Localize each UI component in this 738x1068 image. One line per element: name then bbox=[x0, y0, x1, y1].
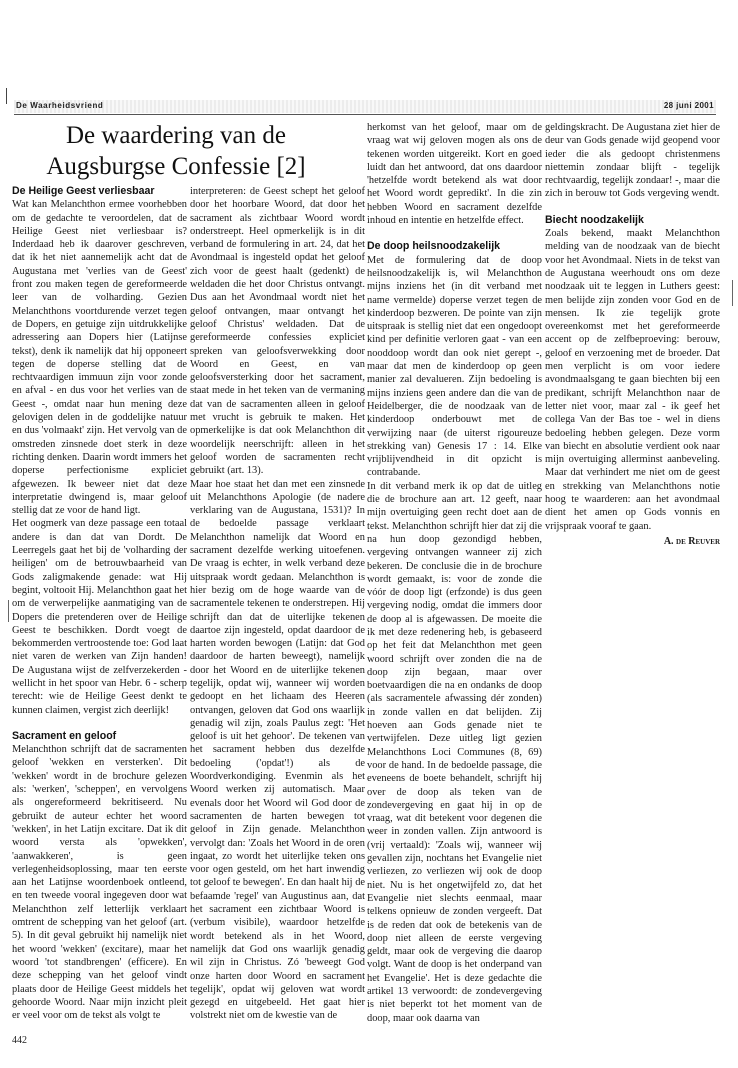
paragraph: Met de formulering dat de doop heilsnoodzakelijk is, wil Melanchthon mijns inziens het (in dit verband met name vermelde) doperse verzet tegen de kinderdoop bezweren. De pointe van zijn uitspraak is stellig niet dat een ongedoopt kind per definitie verloren gaat - van een nooddoop wordt dan ook niet gerept -, maar dat men de kinderdoop op geen manier zal devalueren. Zijn bedoeling is mijns inziens geen andere dan die van de Heidelberger, die de noodzaak van de kinderdoop onderbouwt met de verwijzing naar (de uiterst rigoureuze strekking van) Genesis 17 : 14. Elke vrijblijvendheid in dit opzicht is contrabande. bbox=[367, 254, 542, 479]
header-band bbox=[14, 100, 716, 113]
page-number: 442 bbox=[12, 1035, 27, 1046]
text-column-1 bbox=[12, 185, 187, 1033]
section-heading-geest: De Heilige Geest verliesbaar bbox=[12, 185, 155, 197]
section-heading-sacrament: Sacrament en geloof bbox=[12, 729, 117, 742]
paragraph: Wat kan Melanchthon ermee voorhebben om de gedachte te veroordelen, dat de Heilige Geest niet verliesbaar is? Inderdaad heb ik daarover geschreven, dat ik het niet aannemelijk acht dat de Augustana met 'verlies van de Geest' front zou maken tegen de gereformeerde leer van de volharding. Gezien Melanchthons voortdurende verzet tegen de Dopers, en getuige zijn uitdrukkelijke adressering aan Dopers hier (Latijnse tekst), denk ik namelijk dat hij opponeert tegen de doperse stelling dat de rechtvaardigen immuun zijn voor zonde en afval - en dus voor het verlies van de Geest -, omdat naar hun mening deze gelovigen delen in de goddelijke natuur en dus 'volmaakt' zijn. Het vervolg van de omstreden zinsnede doet sterk in deze richting denken. Daarin wordt immers het doperse perfectionisme expliciet afgewezen. Ik beweer niet dat deze interpretatie dwingend is, maar geloof stellig dat ze voor de hand ligt. bbox=[12, 199, 187, 517]
author-byline: A. de Reuver bbox=[663, 535, 720, 547]
paragraph: Zoals bekend, maakt Melanchthon melding van de noodzaak van de biecht voor het Avondmaal. Niets in de tekst van de Augustana weerhoudt ons om deze noodzaak uit te leggen in Luthers geest: men belijde zijn zonden voor God en de mensen. Ik zie tegelijk grote overeenkomst met het gereformeerde accent op de zelfbeproeving: berouw, geloof en verzoening met de broeder. Dat men verplicht is om voor iedere avondmaalsgang te gaan biechten bij een predikant, schrijft Melanchthon naar de letter niet voor, maar zal - ik geef het collega Van der Bas toe - wel in diens bedoeling hebben gelegen. Deze vorm van biecht en absolutie verdient ook naar mijn overtuiging allerminst aanbeveling. Maar dat verhindert me niet om de geest en strekking van Melanchthons notie hoog te waarderen: aan het avondmaal dient het amen op Gods vonnis en vrijspraak vooraf te gaan. bbox=[545, 228, 720, 532]
margin-mark bbox=[732, 280, 733, 306]
paragraph: Maar hoe staat het dan met een zinsnede uit Melanchthons Apologie (de nadere verklaring van de Augustana, 1531)? In de bedoelde passage verklaart Melanchthon namelijk dat Woord en sacrament dezelfde werking uitoefenen. De vraag is echter, in welk verband deze uitspraak wordt gedaan. Melanchthon is hier bezig om de hoge waarde van de sacramentele tekenen te onderstrepen. Hij schrijft dan dat de uiterlijke tekenen daartoe zijn ingesteld, opdat daardoor de harten worden bewogen (Latijn: dat God daardoor de harten beweegt), namelijk door het Woord en de uiterlijke tekenen tegelijk, opdat wij, wanneer wij worden gedoopt en het lichaam des Heeren ontvangen, geloven dat God ons waarlijk genadig wil zijn, zoals Paulus zegt: 'Het geloof is uit het gehoor'. De tekenen van het sacrament hebben dus dezelfde bedoeling ('opdat'!) als de Woordverkondiging. Evenmin als het Woord werken zij automatisch. Maar evenals door het Woord wil God door de sacramenten de harten bewegen tot geloof in Zijn genade. Melanchthon vervolgt dan: 'Zoals het Woord in de oren ingaat, zo wordt het uiterlijke teken ons voor ogen gesteld, om het hart inwendig tot geloof te bewegen'. En dan haalt hij de befaamde 'regel' van Augustinus aan, dat het sacrament een zichtbaar Woord is (verbum visibile), waardoor hetzelfde wordt betekend als in het Woord, namelijk dat God ons waarlijk genadig wil zijn in Christus. Zó 'beweegt God onze harten door Woord en sacrament tegelijk', opdat wij geloven wat wordt gezegd en uitgebeeld. Het gaat hier volstrekt niet om de kwestie van de bbox=[190, 478, 365, 1022]
magazine-name: De Waarheidsvriend bbox=[16, 101, 104, 110]
margin-mark bbox=[8, 600, 9, 622]
section-heading-doop: De doop heilsnoodzakelijk bbox=[367, 240, 501, 253]
issue-date: 28 juni 2001 bbox=[663, 101, 714, 110]
paragraph: Melanchthon schrijft dat de sacramenten geloof 'wekken en versterken'. Dit 'wekken' wordt in de brochure gelezen als: 'werken', 'scheppen', en vervolgens als ongereformeerd bekritiseerd. Nu gebruikt de auteur echter het woord 'wekken', in het Latijn excitare. Dat ik dit woord versta als 'opwekken', 'aanwakkeren', is geen verlegenheidsoplossing, maar ten eerste aan het Latijnse woordenboek ontleend, en ten tweede vooral ingegeven door wat Melanchthon zelf letterlijk verklaart omtrent de schepping van het geloof (art. 5). In dit geval gebruikt hij namelijk niet het woord 'wekken' (excitare), maar het woord 'tot standbrengen' (efficere). En deze schepping van het geloof vindt plaats door de Heilige Geest middels het gehoorde Woord. Naar mijn inzicht pleit er veel voor om de tekst als volgt te bbox=[12, 744, 187, 1022]
text-column-2 bbox=[190, 185, 365, 1033]
section-heading-biecht: Biecht noodzakelijk bbox=[545, 213, 644, 226]
margin-mark bbox=[6, 88, 7, 104]
paragraph: Het oogmerk van deze passage een totaal andere is dan dat van Dordt. De Leerregels gaat het bij de 'volharding der heiligen' om de betrouwbaarheid van Gods zaligmakende genade: wat Hij begint, voltooit Hij. Melanchthon gaat het om de verwerpelijke aanmatiging van de Dopers die pretenderen over de Heilige Geest te beschikken. Dordt voegt de bekommerden vertroostende toe: God laat niet varen de werken van Zijn handen! De Augustana wijst de zelfverzekerden - wellicht in het spoor van Hebr. 6 - scherp terecht: wie de Heilige Geest denkt te kunnen claimen, vergist zich deerlijk! bbox=[12, 518, 187, 716]
header-rule bbox=[14, 114, 716, 115]
text-column-4 bbox=[545, 121, 720, 1033]
paragraph-continued: interpreteren: de Geest schept het geloof door het hoorbare Woord, dat door het sacrament als zichtbaar Woord wordt onderstreept. Heel opmerkelijk is in dit verband de formulering in art. 24, dat het Avondmaal is ingesteld opdat het geloof zich voor de geest haalt (gedenkt) de weldaden die het door Christus ontvangt. Dus aan het Avondmaal wordt niet het geloof ontvangen, maar ontvangt het geloof Christus' weldaden. Dat de gereformeerde confessies expliciet spreken van geloofsverwekking door Woord en Geest, en van geloofsversterking door het sacrament, staat mede in het teken van de vermaning dat van de sacramenten alleen in geloof met vrucht is gebruik te maken. Het opmerkelijke is dat ook Melanchthon dit woordelijk neerschrijft: alleen in het geloof worden de sacramenten recht gebruikt (art. 13). bbox=[190, 186, 365, 477]
text-column-3 bbox=[367, 121, 542, 1033]
paragraph-continued: herkomst van het geloof, maar om de vraag wat wij geloven mogen als ons de tekenen worden uitgereikt. Kort en goed luidt dan het antwoord, dat ons daardoor 'hetzelfde wordt betekend als wat door het Woord wordt gepredikt'. In die zin hebben Woord en sacrament dezelfde inhoud en intentie en hetzelfde effect. bbox=[367, 122, 542, 227]
paragraph: In dit verband merk ik op dat de uitleg die de brochure aan art. 12 geeft, naar mijn overtuiging geen recht doet aan de tekst. Melanchthon schrijft hier dat zij die na hun doop gezondigd hebben, vergeving ontvangen wanneer zij zich bekeren. De conclusie die in de brochure wordt gemaakt, is: voor de zonde die vóór de doop ligt (erfzonde) is dus geen vergeving nodig, omdat die immers door de doop al is afgewassen. De moeite die ik met deze redenering heb, is gebaseerd op het feit dat Melanchthon met geen woord schrijft over zonden die na de doop zijn begaan, maar over boetvaardigen die na en ondanks de doop (als sacramentele afwassing dér zonden) in zonde vallen en dat belijden. Zij hoeven aan Gods genade niet te vertwijfelen. Deze uitleg ligt gezien Melanchthons Loci Communes (8, 69) voor de hand. In de bedoelde passage, die eveneens de boete behandelt, schrijft hij over de doop als teken van de zondevergeving en gaat hij in op de vraag, wat dit betekent voor degenen die weer in zonden vallen. Zijn antwoord is (vrij vertaald): 'Zoals wij, wanneer wij gevallen zijn, nochtans het Evangelie niet verliezen, zo verliezen wij ook de doop niet. Nu is het ongetwijfeld zo, dat het Evangelie niet slechts eenmaal, maar telkens opnieuw de zonden vergeeft. Dat is de reden dat ook de betekenis van de doop niet alleen de eerste vergeving geldt, maar ook de vergeving die daarop volgt. Want de doop is het onderpand van het Evangelie'. Het is deze gedachte die artikel 13 verwoordt: de zondevergeving is niet beperkt tot het moment van de doop, maar ook daarna van bbox=[367, 480, 542, 1024]
paragraph-continued: geldingskracht. De Augustana ziet hier de deur van Gods genade wijd geopend voor ieder die als gedoopt christenmens niettemin zondaar blijft - tegelijk rechtvaardig, tegelijk zondaar! -, maar die zich in berouw tot Gods vergeving wendt. bbox=[545, 122, 720, 200]
article-title: De waardering van de Augsburgse Confessie [2] bbox=[46, 122, 306, 180]
